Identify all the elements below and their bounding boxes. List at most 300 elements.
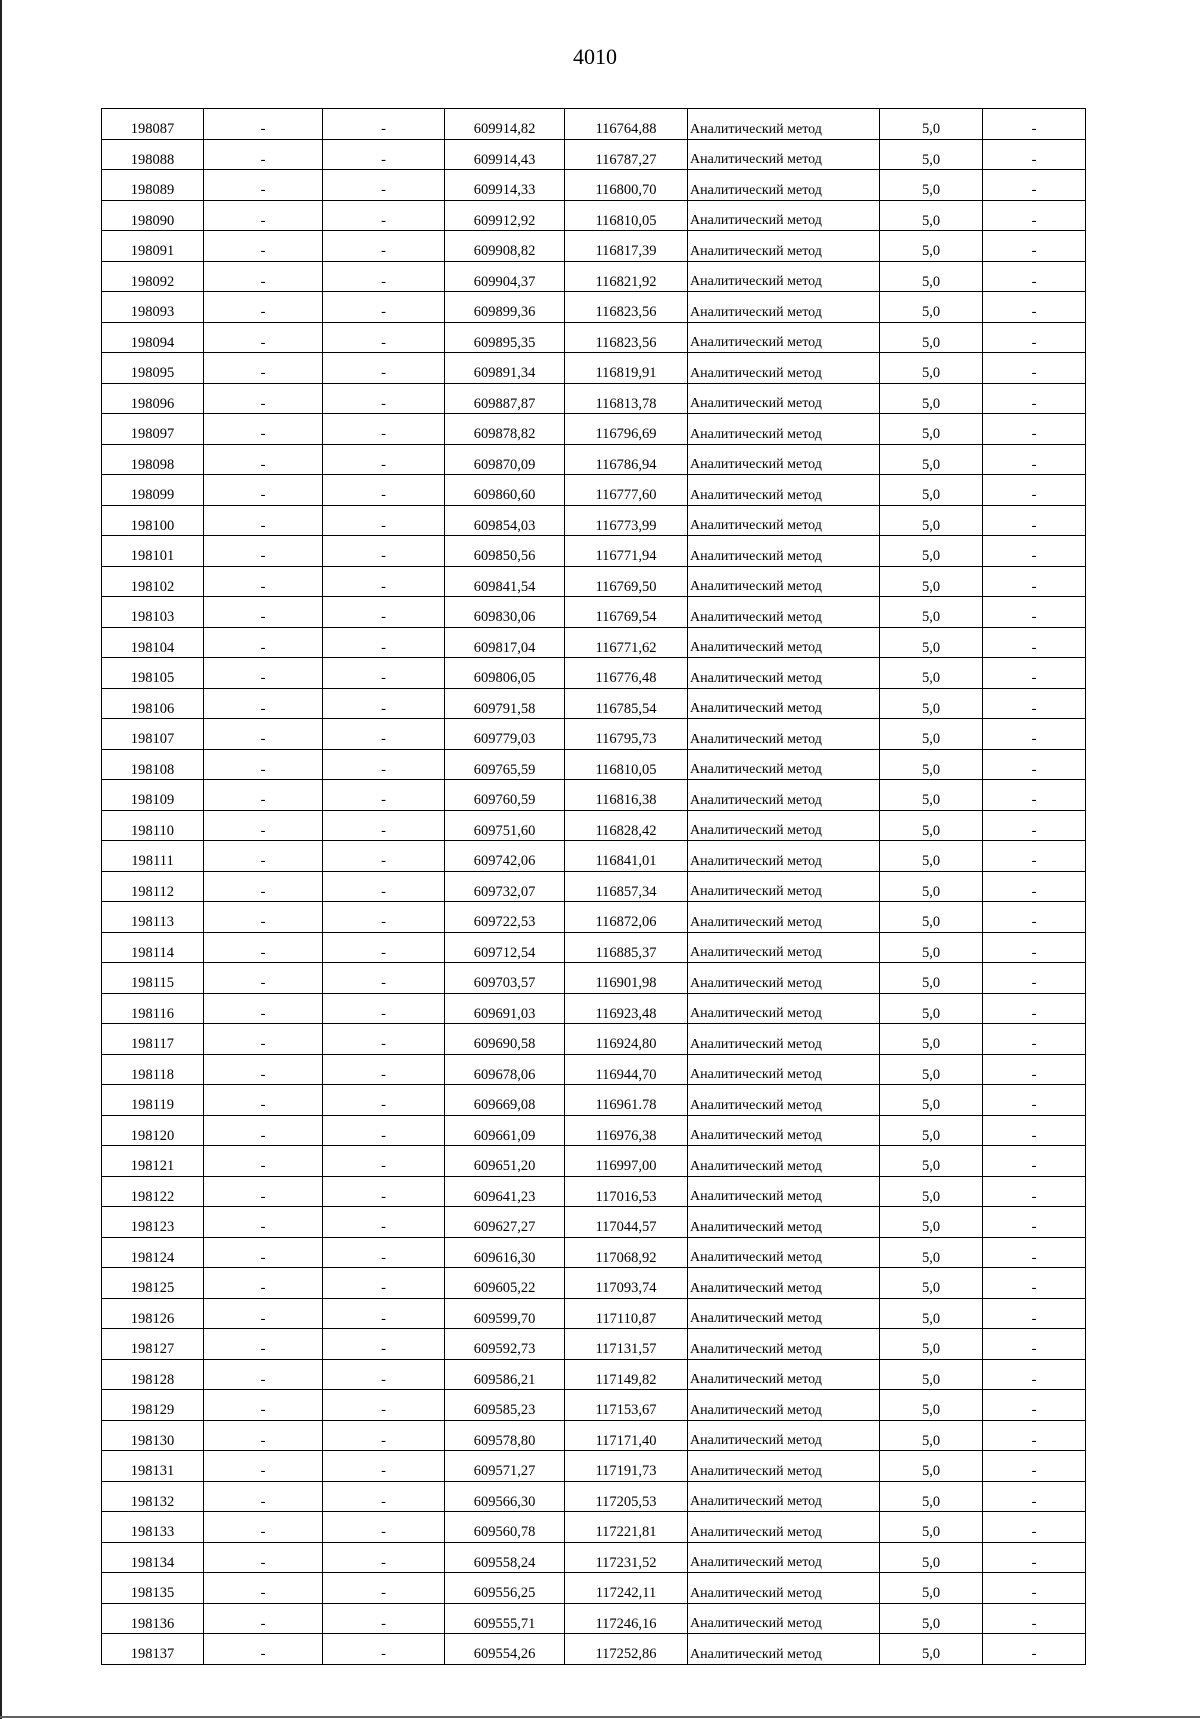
point-number-cell: 198103 [102, 597, 204, 628]
empty-cell-a: - [204, 1268, 323, 1299]
table-row [102, 871, 1086, 902]
x-coordinate-cell: 609760,59 [445, 780, 565, 811]
empty-cell-b: - [323, 749, 445, 780]
y-coordinate-cell: 116810,05 [565, 200, 688, 231]
y-coordinate-cell: 116823,56 [565, 322, 688, 353]
point-number-cell: 198121 [102, 1146, 204, 1177]
table-row [102, 1115, 1086, 1146]
point-number-cell: 198127 [102, 1329, 204, 1360]
precision-cell: 5,0 [880, 1512, 983, 1543]
table-row [102, 414, 1086, 445]
empty-cell-b: - [323, 719, 445, 750]
table-row [102, 1329, 1086, 1360]
empty-cell-c: - [983, 536, 1086, 567]
method-cell: Аналитический метод [688, 1176, 880, 1207]
table-row [102, 200, 1086, 231]
empty-cell-a: - [204, 871, 323, 902]
method-cell: Аналитический метод [688, 1481, 880, 1512]
method-cell: Аналитический метод [688, 1298, 880, 1329]
empty-cell-c: - [983, 749, 1086, 780]
precision-cell: 5,0 [880, 383, 983, 414]
empty-cell-b: - [323, 383, 445, 414]
x-coordinate-cell: 609703,57 [445, 963, 565, 994]
y-coordinate-cell: 116997,00 [565, 1146, 688, 1177]
point-number-cell: 198130 [102, 1420, 204, 1451]
y-coordinate-cell: 117246,16 [565, 1603, 688, 1634]
page-number: 4010 [573, 44, 617, 69]
empty-cell-a: - [204, 353, 323, 384]
point-number-cell: 198111 [102, 841, 204, 872]
empty-cell-b: - [323, 597, 445, 628]
precision-cell: 5,0 [880, 1298, 983, 1329]
method-cell: Аналитический метод [688, 292, 880, 323]
empty-cell-c: - [983, 1115, 1086, 1146]
point-number-cell: 198129 [102, 1390, 204, 1421]
precision-cell: 5,0 [880, 841, 983, 872]
empty-cell-c: - [983, 1207, 1086, 1238]
empty-cell-b: - [323, 1451, 445, 1482]
x-coordinate-cell: 609661,09 [445, 1115, 565, 1146]
y-coordinate-cell: 116800,70 [565, 170, 688, 201]
y-coordinate-cell: 117252,86 [565, 1634, 688, 1665]
x-coordinate-cell: 609841,54 [445, 566, 565, 597]
precision-cell: 5,0 [880, 1573, 983, 1604]
empty-cell-b: - [323, 963, 445, 994]
table-row [102, 719, 1086, 750]
precision-cell: 5,0 [880, 1146, 983, 1177]
x-coordinate-cell: 609850,56 [445, 536, 565, 567]
empty-cell-a: - [204, 322, 323, 353]
y-coordinate-cell: 116823,56 [565, 292, 688, 323]
y-coordinate-cell: 117242,11 [565, 1573, 688, 1604]
point-number-cell: 198115 [102, 963, 204, 994]
precision-cell: 5,0 [880, 353, 983, 384]
y-coordinate-cell: 116819,91 [565, 353, 688, 384]
table-row [102, 597, 1086, 628]
empty-cell-c: - [983, 1268, 1086, 1299]
empty-cell-c: - [983, 261, 1086, 292]
point-number-cell: 198137 [102, 1634, 204, 1665]
y-coordinate-cell: 117149,82 [565, 1359, 688, 1390]
empty-cell-b: - [323, 1268, 445, 1299]
empty-cell-a: - [204, 1298, 323, 1329]
x-coordinate-cell: 609560,78 [445, 1512, 565, 1543]
y-coordinate-cell: 117016,53 [565, 1176, 688, 1207]
precision-cell: 5,0 [880, 139, 983, 170]
table-row [102, 536, 1086, 567]
x-coordinate-cell: 609817,04 [445, 627, 565, 658]
empty-cell-a: - [204, 1542, 323, 1573]
method-cell: Аналитический метод [688, 414, 880, 445]
empty-cell-c: - [983, 1054, 1086, 1085]
point-number-cell: 198095 [102, 353, 204, 384]
x-coordinate-cell: 609912,92 [445, 200, 565, 231]
precision-cell: 5,0 [880, 1268, 983, 1299]
table-row [102, 353, 1086, 384]
empty-cell-a: - [204, 627, 323, 658]
point-number-cell: 198107 [102, 719, 204, 750]
empty-cell-c: - [983, 1176, 1086, 1207]
empty-cell-c: - [983, 1146, 1086, 1177]
method-cell: Аналитический метод [688, 1634, 880, 1665]
y-coordinate-cell: 117205,53 [565, 1481, 688, 1512]
y-coordinate-cell: 117044,57 [565, 1207, 688, 1238]
empty-cell-a: - [204, 1573, 323, 1604]
y-coordinate-cell: 116961.78 [565, 1085, 688, 1116]
method-cell: Аналитический метод [688, 200, 880, 231]
precision-cell: 5,0 [880, 475, 983, 506]
point-number-cell: 198105 [102, 658, 204, 689]
empty-cell-c: - [983, 658, 1086, 689]
empty-cell-c: - [983, 322, 1086, 353]
method-cell: Аналитический метод [688, 1603, 880, 1634]
table-row [102, 505, 1086, 536]
x-coordinate-cell: 609870,09 [445, 444, 565, 475]
point-number-cell: 198096 [102, 383, 204, 414]
x-coordinate-cell: 609554,26 [445, 1634, 565, 1665]
empty-cell-c: - [983, 1359, 1086, 1390]
empty-cell-b: - [323, 353, 445, 384]
table-row [102, 1634, 1086, 1665]
empty-cell-a: - [204, 505, 323, 536]
table-row [102, 902, 1086, 933]
empty-cell-c: - [983, 383, 1086, 414]
y-coordinate-cell: 117191,73 [565, 1451, 688, 1482]
y-coordinate-cell: 117131,57 [565, 1329, 688, 1360]
table-row [102, 261, 1086, 292]
empty-cell-a: - [204, 780, 323, 811]
empty-cell-b: - [323, 1359, 445, 1390]
table-row [102, 932, 1086, 963]
table-row [102, 1176, 1086, 1207]
x-coordinate-cell: 609605,22 [445, 1268, 565, 1299]
point-number-cell: 198110 [102, 810, 204, 841]
empty-cell-c: - [983, 1237, 1086, 1268]
empty-cell-c: - [983, 719, 1086, 750]
empty-cell-a: - [204, 841, 323, 872]
precision-cell: 5,0 [880, 871, 983, 902]
x-coordinate-cell: 609904,37 [445, 261, 565, 292]
empty-cell-a: - [204, 749, 323, 780]
empty-cell-c: - [983, 200, 1086, 231]
method-cell: Аналитический метод [688, 261, 880, 292]
y-coordinate-cell: 116777,60 [565, 475, 688, 506]
precision-cell: 5,0 [880, 1085, 983, 1116]
empty-cell-a: - [204, 1024, 323, 1055]
point-number-cell: 198097 [102, 414, 204, 445]
empty-cell-b: - [323, 1329, 445, 1360]
table-row [102, 231, 1086, 262]
x-coordinate-cell: 609571,27 [445, 1451, 565, 1482]
empty-cell-b: - [323, 231, 445, 262]
precision-cell: 5,0 [880, 1542, 983, 1573]
method-cell: Аналитический метод [688, 170, 880, 201]
method-cell: Аналитический метод [688, 1329, 880, 1360]
point-number-cell: 198128 [102, 1359, 204, 1390]
empty-cell-a: - [204, 1146, 323, 1177]
method-cell: Аналитический метод [688, 1542, 880, 1573]
method-cell: Аналитический метод [688, 658, 880, 689]
empty-cell-a: - [204, 414, 323, 445]
precision-cell: 5,0 [880, 1451, 983, 1482]
empty-cell-a: - [204, 536, 323, 567]
x-coordinate-cell: 609765,59 [445, 749, 565, 780]
precision-cell: 5,0 [880, 719, 983, 750]
empty-cell-c: - [983, 1085, 1086, 1116]
point-number-cell: 198120 [102, 1115, 204, 1146]
table-row [102, 322, 1086, 353]
y-coordinate-cell: 117171,40 [565, 1420, 688, 1451]
method-cell: Аналитический метод [688, 749, 880, 780]
empty-cell-b: - [323, 1481, 445, 1512]
method-cell: Аналитический метод [688, 1420, 880, 1451]
x-coordinate-cell: 609891,34 [445, 353, 565, 384]
method-cell: Аналитический метод [688, 231, 880, 262]
method-cell: Аналитический метод [688, 109, 880, 140]
method-cell: Аналитический метод [688, 719, 880, 750]
point-number-cell: 198126 [102, 1298, 204, 1329]
x-coordinate-cell: 609599,70 [445, 1298, 565, 1329]
empty-cell-b: - [323, 1146, 445, 1177]
method-cell: Аналитический метод [688, 1054, 880, 1085]
table-row [102, 1237, 1086, 1268]
empty-cell-a: - [204, 597, 323, 628]
point-number-cell: 198131 [102, 1451, 204, 1482]
empty-cell-b: - [323, 1237, 445, 1268]
x-coordinate-cell: 609751,60 [445, 810, 565, 841]
method-cell: Аналитический метод [688, 475, 880, 506]
empty-cell-b: - [323, 1512, 445, 1543]
x-coordinate-cell: 609860,60 [445, 475, 565, 506]
y-coordinate-cell: 116787,27 [565, 139, 688, 170]
table-row [102, 780, 1086, 811]
empty-cell-b: - [323, 139, 445, 170]
table-row [102, 170, 1086, 201]
empty-cell-a: - [204, 932, 323, 963]
precision-cell: 5,0 [880, 902, 983, 933]
empty-cell-a: - [204, 261, 323, 292]
precision-cell: 5,0 [880, 780, 983, 811]
table-row [102, 749, 1086, 780]
empty-cell-a: - [204, 109, 323, 140]
precision-cell: 5,0 [880, 170, 983, 201]
y-coordinate-cell: 116813,78 [565, 383, 688, 414]
table-row [102, 109, 1086, 140]
empty-cell-c: - [983, 1542, 1086, 1573]
point-number-cell: 198132 [102, 1481, 204, 1512]
x-coordinate-cell: 609558,24 [445, 1542, 565, 1573]
method-cell: Аналитический метод [688, 1085, 880, 1116]
empty-cell-c: - [983, 1451, 1086, 1482]
precision-cell: 5,0 [880, 1420, 983, 1451]
empty-cell-b: - [323, 414, 445, 445]
empty-cell-a: - [204, 566, 323, 597]
y-coordinate-cell: 117153,67 [565, 1390, 688, 1421]
empty-cell-b: - [323, 1024, 445, 1055]
point-number-cell: 198109 [102, 780, 204, 811]
precision-cell: 5,0 [880, 1329, 983, 1360]
empty-cell-b: - [323, 1634, 445, 1665]
precision-cell: 5,0 [880, 322, 983, 353]
empty-cell-c: - [983, 1024, 1086, 1055]
empty-cell-a: - [204, 1085, 323, 1116]
x-coordinate-cell: 609691,03 [445, 993, 565, 1024]
x-coordinate-cell: 609586,21 [445, 1359, 565, 1390]
method-cell: Аналитический метод [688, 597, 880, 628]
y-coordinate-cell: 116773,99 [565, 505, 688, 536]
point-number-cell: 198098 [102, 444, 204, 475]
empty-cell-b: - [323, 871, 445, 902]
y-coordinate-cell: 116816,38 [565, 780, 688, 811]
empty-cell-c: - [983, 688, 1086, 719]
y-coordinate-cell: 116771,94 [565, 536, 688, 567]
empty-cell-a: - [204, 1420, 323, 1451]
table-row [102, 1603, 1086, 1634]
precision-cell: 5,0 [880, 627, 983, 658]
empty-cell-c: - [983, 993, 1086, 1024]
empty-cell-c: - [983, 902, 1086, 933]
empty-cell-a: - [204, 1451, 323, 1482]
x-coordinate-cell: 609914,33 [445, 170, 565, 201]
y-coordinate-cell: 117231,52 [565, 1542, 688, 1573]
empty-cell-b: - [323, 1054, 445, 1085]
x-coordinate-cell: 609722,53 [445, 902, 565, 933]
method-cell: Аналитический метод [688, 1359, 880, 1390]
point-number-cell: 198099 [102, 475, 204, 506]
method-cell: Аналитический метод [688, 902, 880, 933]
method-cell: Аналитический метод [688, 932, 880, 963]
precision-cell: 5,0 [880, 536, 983, 567]
method-cell: Аналитический метод [688, 444, 880, 475]
precision-cell: 5,0 [880, 200, 983, 231]
point-number-cell: 198102 [102, 566, 204, 597]
empty-cell-c: - [983, 566, 1086, 597]
precision-cell: 5,0 [880, 1207, 983, 1238]
coordinates-table [101, 108, 1086, 1665]
point-number-cell: 198117 [102, 1024, 204, 1055]
precision-cell: 5,0 [880, 505, 983, 536]
method-cell: Аналитический метод [688, 841, 880, 872]
x-coordinate-cell: 609899,36 [445, 292, 565, 323]
empty-cell-b: - [323, 261, 445, 292]
empty-cell-c: - [983, 1512, 1086, 1543]
empty-cell-a: - [204, 658, 323, 689]
table-row [102, 688, 1086, 719]
precision-cell: 5,0 [880, 1481, 983, 1512]
empty-cell-c: - [983, 1390, 1086, 1421]
x-coordinate-cell: 609669,08 [445, 1085, 565, 1116]
empty-cell-b: - [323, 444, 445, 475]
empty-cell-c: - [983, 231, 1086, 262]
precision-cell: 5,0 [880, 566, 983, 597]
empty-cell-a: - [204, 963, 323, 994]
table-row [102, 1298, 1086, 1329]
empty-cell-b: - [323, 841, 445, 872]
y-coordinate-cell: 117221,81 [565, 1512, 688, 1543]
table-row [102, 1268, 1086, 1299]
empty-cell-c: - [983, 139, 1086, 170]
table-row [102, 566, 1086, 597]
point-number-cell: 198136 [102, 1603, 204, 1634]
y-coordinate-cell: 116872,06 [565, 902, 688, 933]
x-coordinate-cell: 609566,30 [445, 1481, 565, 1512]
point-number-cell: 198112 [102, 871, 204, 902]
point-number-cell: 198104 [102, 627, 204, 658]
table-row [102, 444, 1086, 475]
method-cell: Аналитический метод [688, 993, 880, 1024]
empty-cell-b: - [323, 109, 445, 140]
y-coordinate-cell: 116769,50 [565, 566, 688, 597]
x-coordinate-cell: 609732,07 [445, 871, 565, 902]
y-coordinate-cell: 116817,39 [565, 231, 688, 262]
x-coordinate-cell: 609690,58 [445, 1024, 565, 1055]
method-cell: Аналитический метод [688, 780, 880, 811]
precision-cell: 5,0 [880, 1176, 983, 1207]
empty-cell-b: - [323, 1085, 445, 1116]
method-cell: Аналитический метод [688, 1573, 880, 1604]
point-number-cell: 198135 [102, 1573, 204, 1604]
method-cell: Аналитический метод [688, 1024, 880, 1055]
empty-cell-c: - [983, 444, 1086, 475]
x-coordinate-cell: 609806,05 [445, 658, 565, 689]
table-row [102, 963, 1086, 994]
method-cell: Аналитический метод [688, 353, 880, 384]
point-number-cell: 198114 [102, 932, 204, 963]
point-number-cell: 198125 [102, 1268, 204, 1299]
empty-cell-a: - [204, 1176, 323, 1207]
empty-cell-a: - [204, 810, 323, 841]
empty-cell-c: - [983, 170, 1086, 201]
empty-cell-b: - [323, 902, 445, 933]
empty-cell-a: - [204, 1481, 323, 1512]
empty-cell-b: - [323, 536, 445, 567]
empty-cell-c: - [983, 353, 1086, 384]
y-coordinate-cell: 116821,92 [565, 261, 688, 292]
precision-cell: 5,0 [880, 597, 983, 628]
y-coordinate-cell: 116796,69 [565, 414, 688, 445]
table-row [102, 1420, 1086, 1451]
table-row [102, 475, 1086, 506]
method-cell: Аналитический метод [688, 1268, 880, 1299]
point-number-cell: 198116 [102, 993, 204, 1024]
empty-cell-b: - [323, 1542, 445, 1573]
point-number-cell: 198090 [102, 200, 204, 231]
y-coordinate-cell: 116976,38 [565, 1115, 688, 1146]
table-row [102, 1390, 1086, 1421]
table-row [102, 292, 1086, 323]
table-row [102, 383, 1086, 414]
empty-cell-b: - [323, 1207, 445, 1238]
point-number-cell: 198118 [102, 1054, 204, 1085]
empty-cell-b: - [323, 292, 445, 323]
x-coordinate-cell: 609791,58 [445, 688, 565, 719]
empty-cell-c: - [983, 505, 1086, 536]
precision-cell: 5,0 [880, 292, 983, 323]
scan-edge-left [0, 0, 2, 1719]
x-coordinate-cell: 609555,71 [445, 1603, 565, 1634]
x-coordinate-cell: 609779,03 [445, 719, 565, 750]
method-cell: Аналитический метод [688, 688, 880, 719]
precision-cell: 5,0 [880, 688, 983, 719]
y-coordinate-cell: 116857,34 [565, 871, 688, 902]
method-cell: Аналитический метод [688, 322, 880, 353]
table-row [102, 1085, 1086, 1116]
y-coordinate-cell: 116810,05 [565, 749, 688, 780]
y-coordinate-cell: 116776,48 [565, 658, 688, 689]
point-number-cell: 198091 [102, 231, 204, 262]
empty-cell-a: - [204, 383, 323, 414]
point-number-cell: 198100 [102, 505, 204, 536]
